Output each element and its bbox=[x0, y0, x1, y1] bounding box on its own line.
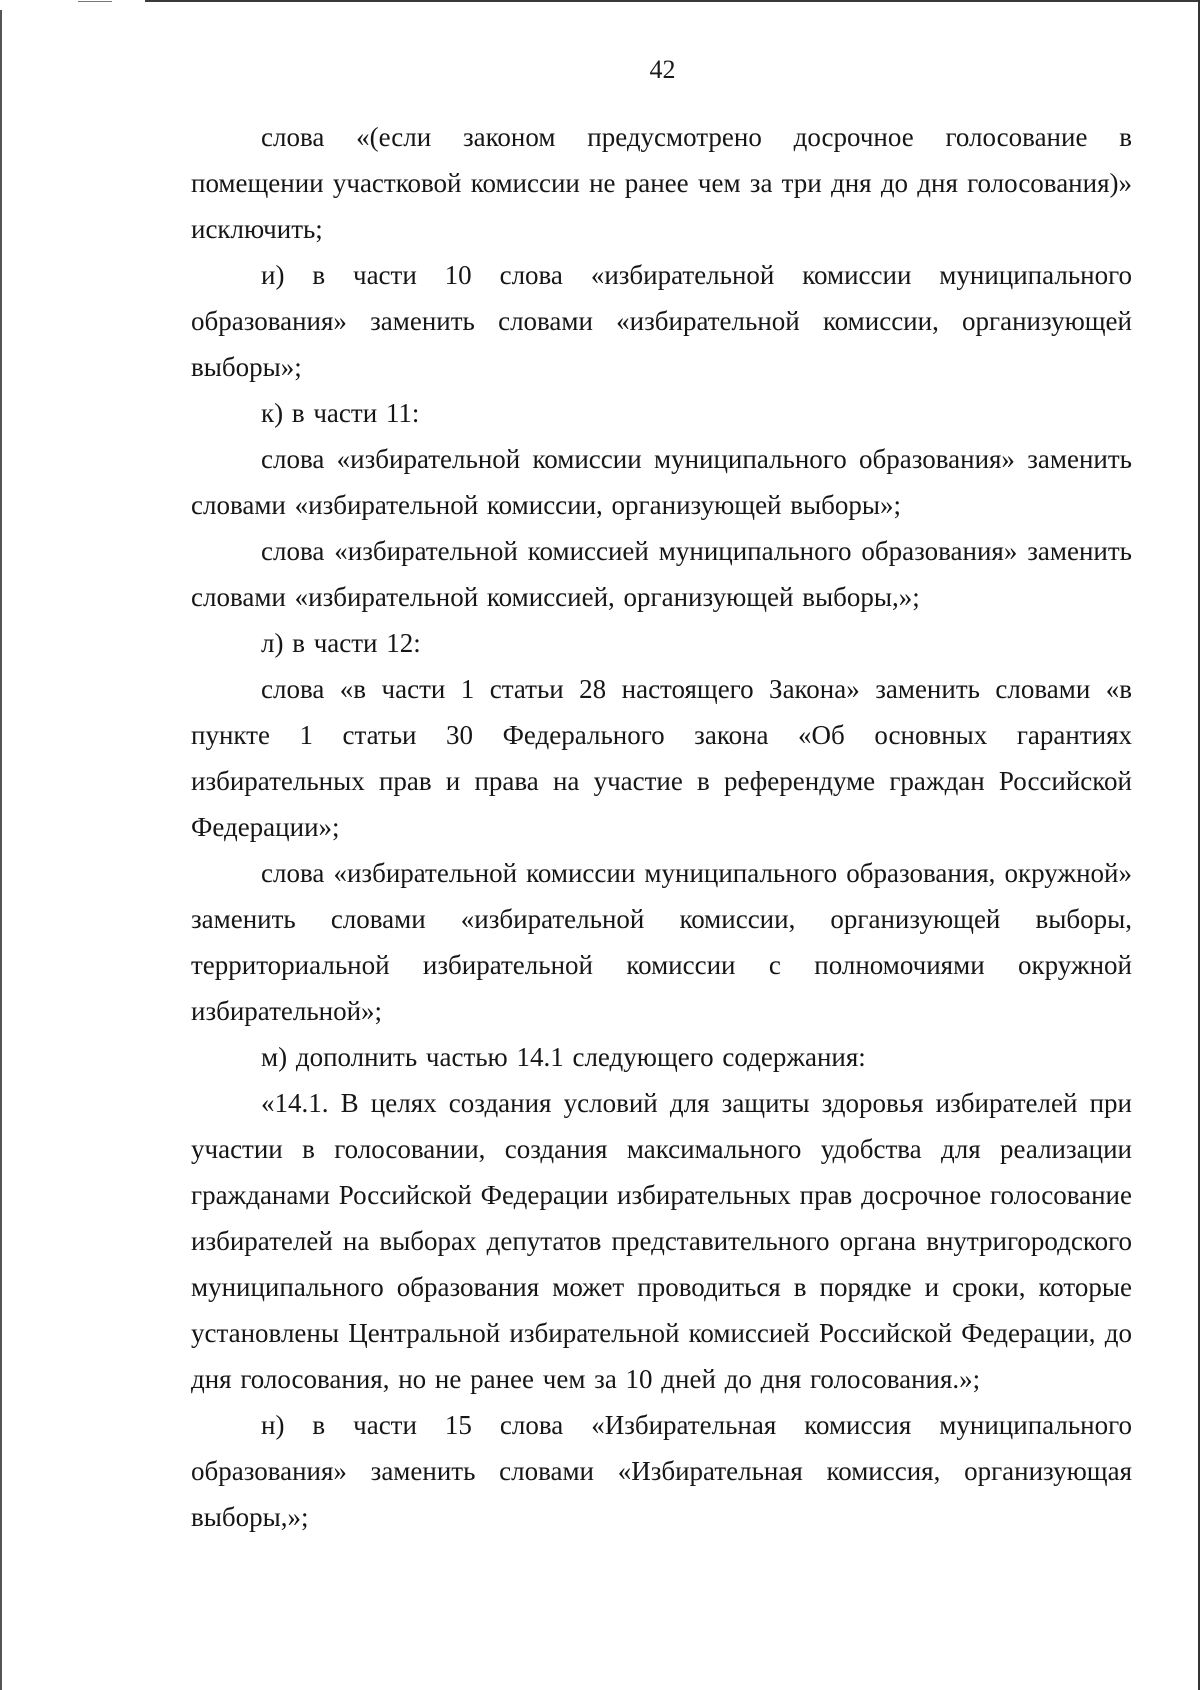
paragraph-l-replace-1: слова «в части 1 статьи 28 настоящего Закона» заменить словами «в пункте 1 статьи 30 Федерального закона «Об основных гарантиях избирательных прав и права на участие в референдуме граждан Российской Федерации»; bbox=[191, 674, 1132, 842]
page-number: 42 bbox=[649, 55, 676, 84]
paragraph-k-replace-1: слова «избирательной комиссии муниципального образования» заменить словами «избирательной комиссии, организующей выборы»; bbox=[191, 444, 1132, 520]
scan-edge-top-short bbox=[78, 1, 112, 2]
paragraph-exclusion: слова «(если законом предусмотрено досрочное голосование в помещении участковой комиссии не ранее чем за три дня до дня голосования)» исключить; bbox=[191, 122, 1132, 244]
paragraph-l-part-12: л) в части 12: bbox=[261, 628, 421, 658]
paragraph-m-part-14-1: м) дополнить частью 14.1 следующего содержания: bbox=[261, 1042, 866, 1072]
scan-edge-top bbox=[145, 0, 1200, 2]
paragraph-n-part-15: н) в части 15 слова «Избирательная комиссия муниципального образования» заменить словами «Избирательная комиссия, организующая выборы,»; bbox=[191, 1410, 1132, 1532]
paragraph-k-part-11: к) в части 11: bbox=[261, 398, 420, 428]
scan-edge-left bbox=[0, 10, 2, 1690]
paragraph-i-part-10: и) в части 10 слова «избирательной комиссии муниципального образования» заменить словами «избирательной комиссии, организующей выборы»; bbox=[191, 260, 1132, 382]
document-body bbox=[191, 114, 1132, 1540]
paragraph-k-replace-2: слова «избирательной комиссией муниципального образования» заменить словами «избирательной комиссией, организующей выборы,»; bbox=[191, 536, 1132, 612]
paragraph-l-replace-2: слова «избирательной комиссии муниципального образования, окружной» заменить словами «избирательной комиссии, организующей выборы, территориальной избирательной комиссии с полномочиями окружной избирательной»; bbox=[191, 858, 1132, 1026]
paragraph-m-content: «14.1. В целях создания условий для защиты здоровья избирателей при участии в голосовании, создания максимального удобства для реализации гражданами Российской Федерации избирательных прав досрочное голосование избирателей на выборах депутатов представительного органа внутригородского муниципального образования может проводиться в порядке и сроки, которые установлены Центральной избирательной комиссией Российской Федерации, до дня голосования, но не ранее чем за 10 дней до дня голосования.»; bbox=[191, 1088, 1132, 1394]
